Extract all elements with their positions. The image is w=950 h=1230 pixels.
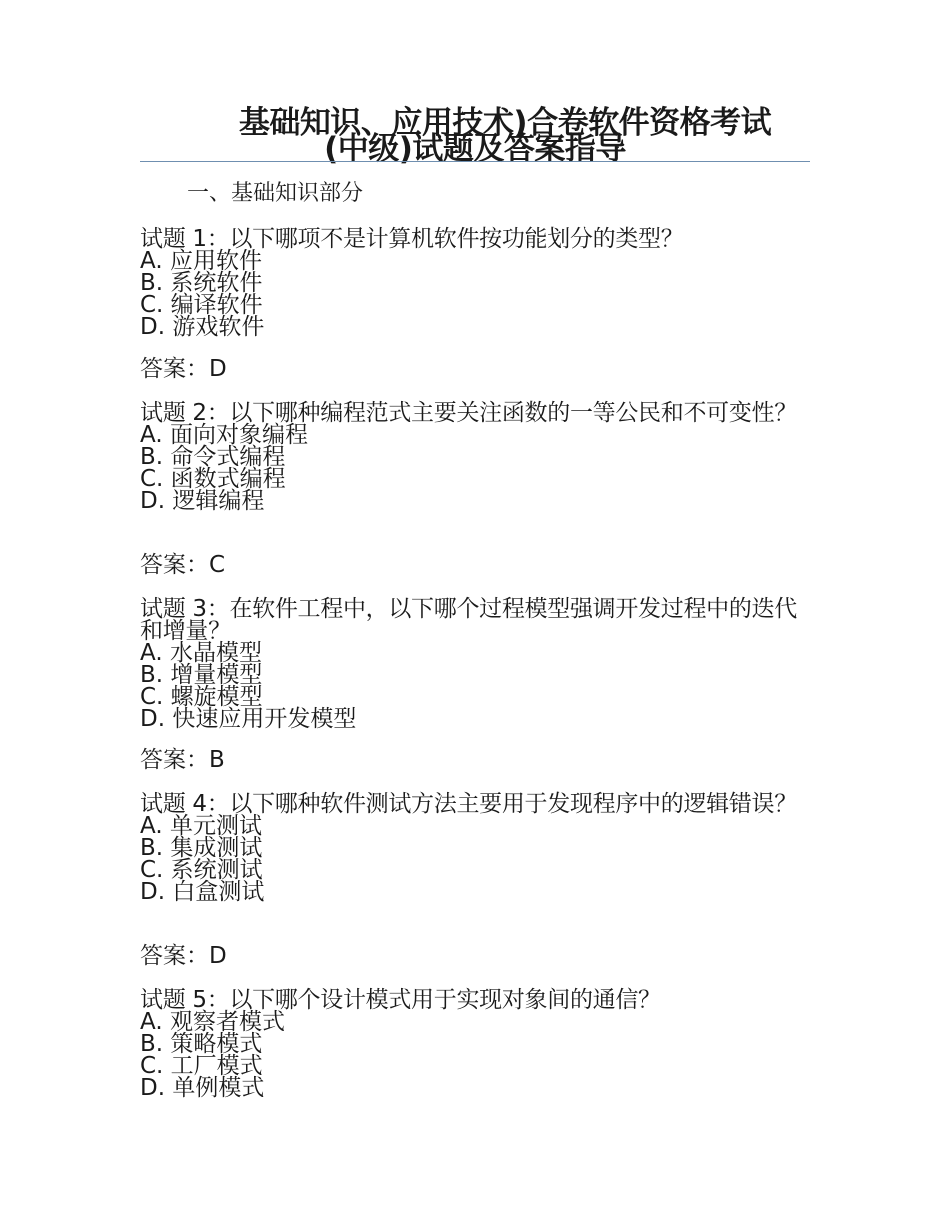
- option-list: [140, 250, 810, 338]
- option-list: [140, 642, 810, 730]
- option-list: [140, 815, 810, 903]
- question-4: [140, 793, 810, 903]
- answer-3: 答案：B: [140, 747, 225, 773]
- option-c: C. 函数式编程: [140, 466, 286, 492]
- option-list: [140, 1011, 810, 1099]
- option-d: D. 单例模式: [140, 1075, 265, 1101]
- option-c: C. 螺旋模型: [140, 684, 263, 710]
- question-2: [140, 402, 810, 512]
- option-b: B. 策略模式: [140, 1031, 263, 1057]
- answer-1: 答案：D: [140, 356, 227, 382]
- option-d: D. 快速应用开发模型: [140, 706, 357, 732]
- option-c: C. 系统测试: [140, 857, 263, 883]
- option-b: B. 系统软件: [140, 270, 263, 296]
- question-text: 试题 5：以下哪个设计模式用于实现对象间的通信？: [140, 987, 661, 1013]
- option-list: [140, 424, 810, 512]
- document-title-line-1: 基础知识、应用技术)合卷软件资格考试: [238, 105, 772, 141]
- option-b: B. 命令式编程: [140, 444, 286, 470]
- option-d: D. 逻辑编程: [140, 488, 265, 514]
- question-text: 试题 1：以下哪项不是计算机软件按功能划分的类型？: [140, 226, 684, 252]
- option-b: B. 增量模型: [140, 662, 263, 688]
- option-d: D. 游戏软件: [140, 314, 265, 340]
- option-b: B. 集成测试: [140, 835, 263, 861]
- question-text: 试题 2：以下哪种编程范式主要关注函数的一等公民和不可变性？: [140, 400, 797, 426]
- option-a: A. 水晶模型: [140, 640, 262, 666]
- option-a: A. 面向对象编程: [140, 422, 308, 448]
- answer-2: 答案：C: [140, 552, 226, 578]
- question-text: 试题 3：在软件工程中，以下哪个过程模型强调开发过程中的迭代和增量？: [140, 596, 797, 644]
- option-c: C. 工厂模式: [140, 1053, 263, 1079]
- option-d: D. 白盒测试: [140, 879, 265, 905]
- section-heading: 一、基础知识部分: [187, 181, 364, 206]
- question-text: 试题 4：以下哪种软件测试方法主要用于发现程序中的逻辑错误？: [140, 791, 797, 817]
- option-c: C. 编译软件: [140, 292, 263, 318]
- document-title-line-2: (中级)试题及答案指导: [324, 131, 626, 167]
- question-1: [140, 228, 810, 338]
- option-a: A. 观察者模式: [140, 1009, 285, 1035]
- question-5: [140, 989, 810, 1099]
- option-a: A. 应用软件: [140, 248, 262, 274]
- answer-4: 答案：D: [140, 943, 227, 969]
- title-divider: [140, 161, 810, 162]
- option-a: A. 单元测试: [140, 813, 262, 839]
- question-3: [140, 598, 810, 730]
